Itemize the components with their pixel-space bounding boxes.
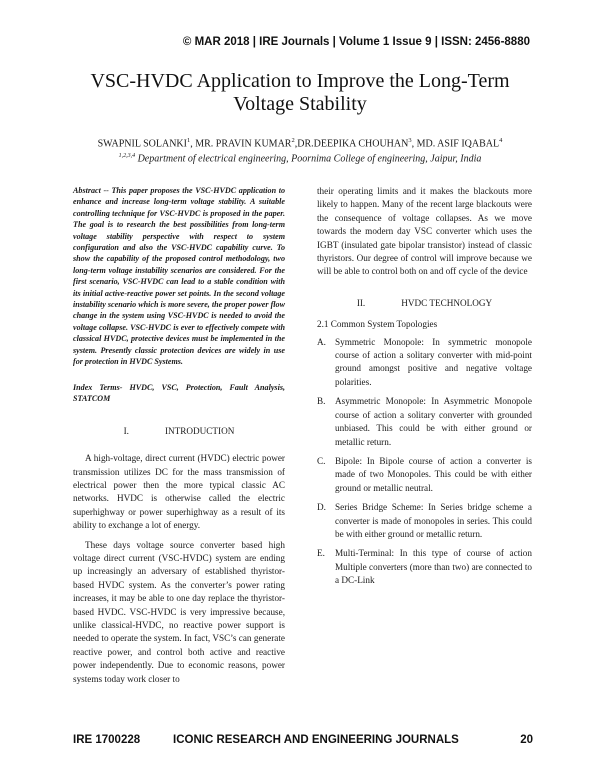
list-text: Asymmetric Monopole: In Asymmetric Monopole course of action a solitary converter with grounded unbiased. This could be with either ground or metallic return. (335, 396, 532, 447)
list-marker: D. (317, 502, 326, 513)
paper-title (0, 70, 600, 116)
list-text: Bipole: In Bipole course of action a converter is made of two Monopoles. This could be with either ground or metallic neutral. (335, 455, 532, 493)
affiliation (0, 149, 600, 166)
section-heading-introduction (73, 425, 285, 438)
list-text: Symmetric Monopole: In symmetric monopole course of action a solitary converter with mid-point ground amongst positive and negative voltage polarities. (335, 336, 532, 387)
affiliation-text: Department of electrical engineering, Poornima College of engineering, Jaipur, India (137, 153, 482, 165)
right-column (317, 185, 532, 594)
intro-paragraph: A high-voltage, direct current (HVDC) electric power transmission utilizes DC for the mass transmission of electrical power then the more typical classic AC networks. HVDC is otherwise called the electric superhighway or power superhighway as a result of its ability to exchange a lot of energy. (73, 453, 285, 531)
paper-title-line-1: VSC-HVDC Application to Improve the Long-Term (90, 70, 510, 92)
list-item (317, 455, 532, 495)
affiliation-sup: 1,2,3,4 (118, 153, 136, 159)
continued-paragraph: their operating limits and it makes the blackouts more likely to happen. Many of the recent large blackouts were the consequence of voltage collapses. As we move towards the modern day VSC converter which uses the IGBT (insulated gate bipolar transistor) instead of classic thyristors. Our degree of control will improve because we will be able to control both on and off cycle of the device (317, 186, 532, 277)
list-marker: B. (317, 396, 326, 407)
footer-journal-name: ICONIC RESEARCH AND ENGINEERING JOURNALS (173, 734, 459, 746)
list-text: Series Bridge Scheme: In Series bridge scheme a converter is made of monopoles in series. This could be with either ground or metallic return. (335, 502, 532, 539)
author-sup: 4 (499, 137, 503, 144)
author-sup: 2 (291, 137, 295, 144)
left-column (73, 185, 285, 692)
list-text: Multi-Terminal: In this type of course of action Multiple converters (more than two) are connected to a DC-Link (335, 548, 532, 586)
author-sup: 3 (408, 137, 412, 144)
author-name: SWAPNIL SOLANKI (97, 138, 187, 150)
subsection-heading: 2.1 Common System Topologies (317, 319, 438, 330)
page-number: 20 (520, 734, 533, 746)
section-number: I. (123, 425, 129, 436)
paper-title-line-2: Voltage Stability (233, 93, 367, 115)
intro-paragraph: These days voltage source converter based high voltage direct current (VSC-HVDC) system are ending up increasingly an adversary of established thyristor-based HVDC system. As the converter’s power rating increases, it may be able to one day replace the thyristor-based HVDC. VSC-HVDC is very impressive because, unlike classical-HVDC, no reactive power support is needed to operate the system. In fact, VSC’s can generate reactive power, and control both active and reactive power independently. Due to economic reasons, power systems today work closer to (73, 539, 285, 684)
list-marker: C. (317, 455, 326, 466)
footer-paper-id: IRE 1700228 (73, 734, 141, 746)
index-terms: Index Terms- HVDC, VSC, Protection, Fault Analysis, STATCOM (73, 382, 285, 404)
author-sup: 1 (186, 137, 191, 144)
list-item (317, 547, 532, 587)
author-name: MR. PRAVIN KUMAR (195, 138, 292, 150)
topology-list (317, 336, 532, 588)
section-title: INTRODUCTION (164, 425, 235, 436)
section-title: HVDC TECHNOLOGY (401, 297, 493, 308)
section-number: II. (356, 297, 366, 308)
author-list: SWAPNIL SOLANKI$^1$, MR. PRAVIN KUMAR$^2$,DR.DEEPIKA CHOUHAN$^3$, MD. ASIF IQABAL$^4$ (97, 137, 503, 150)
abstract: Abstract -- This paper proposes the VSC-HVDC application to enhance and increase long-term voltage stability. A suitable controlling technique for VSC-HVDC is proposed in the paper. The goal is to research the best possibilities from long-term voltage stability perspective with respect to system configuration and also the VSC-HVDC capability curve. To show the capability of the proposed control methodology, two long-term voltage instability scenarios are considered. For the first scenario, VSC-HVDC can lead to a stable condition with its initial active-reactive power set points. In the second voltage instability scenario which is more severe, the proper power flow change in the system using VSC-HVDC is needed to avoid the voltage collapse. VSC-HVDC is ever to effectively compete with classical HVDC, protective devices must be implemented in the system. Presently classic protection devices are widely in use for protection in HVDC Systems. (73, 186, 285, 367)
journal-header: © MAR 2018 | IRE Journals | Volume 1 Issue 9 | ISSN: 2456-8880 (182, 36, 530, 48)
author-name: MD. ASIF IQABAL (416, 138, 500, 150)
author-name: DR.DEEPIKA CHOUHAN (297, 138, 409, 150)
list-marker: E. (317, 548, 325, 559)
list-item (317, 501, 532, 541)
section-heading-hvdc-technology (317, 297, 532, 310)
list-item (317, 395, 532, 449)
list-item (317, 336, 532, 390)
list-marker: A. (317, 336, 326, 347)
